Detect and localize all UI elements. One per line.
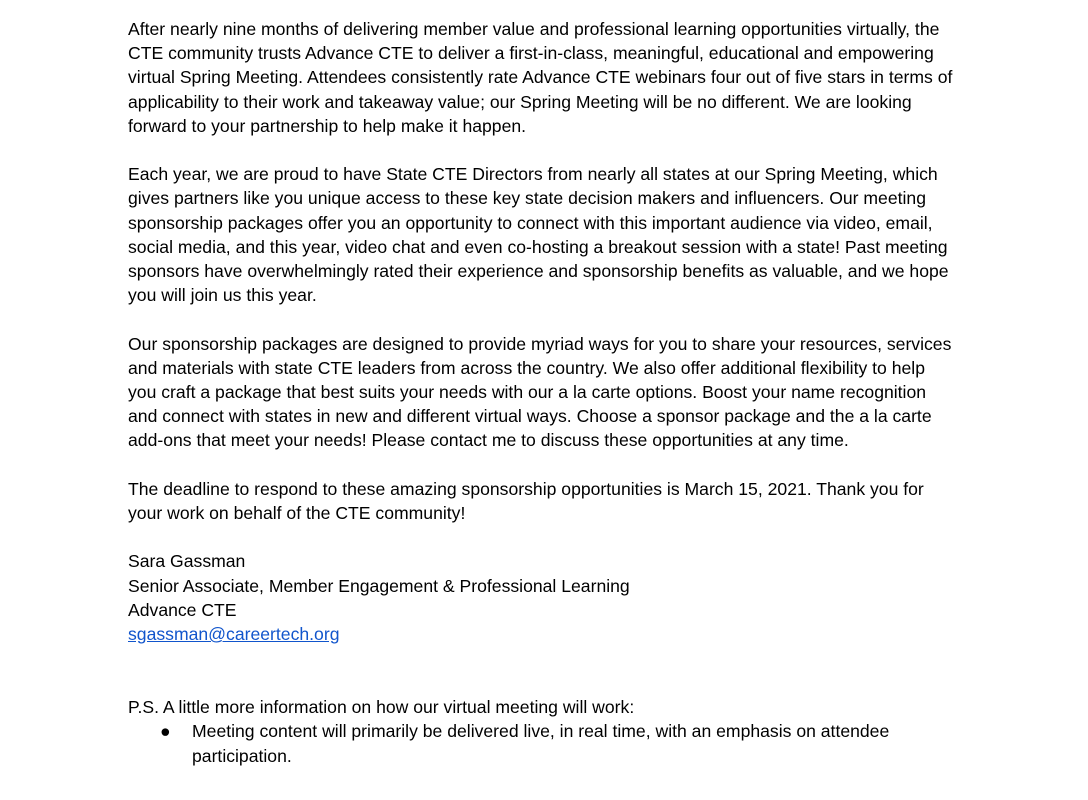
list-item [128,719,958,767]
letter-body [128,17,958,768]
signature-title: Senior Associate, Member Engagement & Professional Learning [128,575,630,596]
list-item-text: Meeting content will primarily be delivered live, in real time, with an emphasis on attendee participation. [192,721,890,766]
signature-block [128,549,958,646]
paragraph-state-directors: Each year, we are proud to have State CTE Directors from nearly all states at our Spring Meeting, which gives partners like you unique access to these key state decision makers and influencers. Our meeting sponsorship packages offer you an opportunity to connect with this important audience via video, email, social media, and this year, video chat and even co-hosting a breakout session with a state! Past meeting sponsors have overwhelmingly rated their experience and sponsorship benefits as valuable, and we hope you will join us this year. [128,164,949,306]
signature-email-link[interactable]: sgassman@careertech.org [128,624,340,645]
signature-name: Sara Gassman [128,551,246,572]
paragraph-deadline: The deadline to respond to these amazing sponsorship opportunities is March 15, 2021. Thank you for your work on behalf of the CTE community! [128,478,924,524]
ps-intro: P.S. A little more information on how our virtual meeting will work: [128,697,635,718]
bullet-icon: ● [160,721,171,742]
signature-organization: Advance CTE [128,599,237,620]
paragraph-packages: Our sponsorship packages are designed to provide myriad ways for you to share your resources, services and materials with state CTE leaders from across the country. We also offer additional flexibility to help you craft a package that best suits your needs with our a la carte options. Boost your name recognition and connect with states in new and different virtual ways. Choose a sponsor package and the a la carte add-ons that meet your needs! Please contact me to discuss these opportunities at any time. [128,333,952,451]
ps-bullet-list [128,719,958,767]
paragraph-intro: After nearly nine months of delivering member value and professional learning opportunities virtually, the CTE community trusts Advance CTE to deliver a first-in-class, meaningful, educational and empowering virtual Spring Meeting. Attendees consistently rate Advance CTE webinars four out of five stars in terms of applicability to their work and takeaway value; our Spring Meeting will be no different. We are looking forward to your partnership to help make it happen. [128,19,953,136]
